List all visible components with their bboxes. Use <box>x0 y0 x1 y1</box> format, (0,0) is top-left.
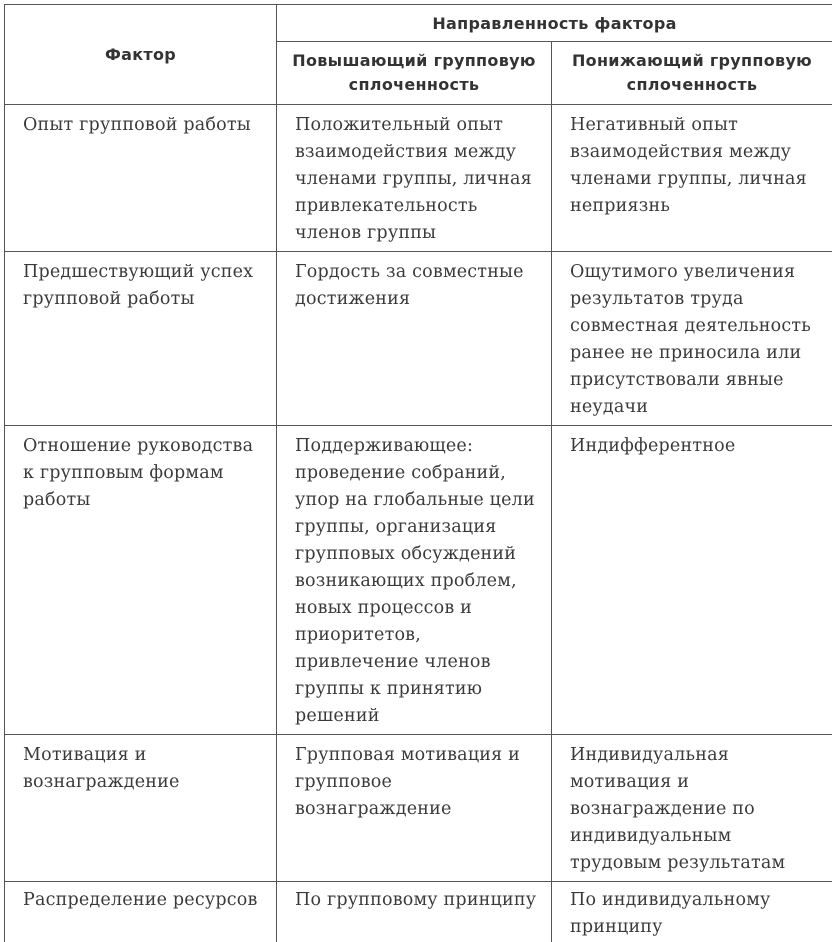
factor-cell: Опыт групповой работы <box>5 105 277 252</box>
header-direction: Направленность фактора <box>277 5 833 42</box>
decreasing-cell: По индивидуальному принципу <box>552 882 833 942</box>
table-row <box>5 882 833 942</box>
table-row <box>5 105 833 252</box>
factor-cell: Распределение ресурсов <box>5 882 277 942</box>
factor-cell: Предшествующий успех групповой работы <box>5 252 277 426</box>
header-increasing: Повышающий групповую сплоченность <box>277 42 552 105</box>
increasing-cell: Гордость за совместные достижения <box>277 252 552 426</box>
increasing-cell: Групповая мотивация и групповое вознаграждение <box>277 735 552 882</box>
decreasing-cell: Ощутимого увеличения результатов труда совместная деятельность ранее не приносила или присутствовали явные неудачи <box>552 252 833 426</box>
table-row <box>5 252 833 426</box>
increasing-cell: Положительный опыт взаимодействия между членами группы, личная привлекательность членов группы <box>277 105 552 252</box>
increasing-cell: По групповому принципу <box>277 882 552 942</box>
cohesion-factors-table <box>4 4 832 942</box>
header-factor: Фактор <box>5 5 277 105</box>
cohesion-factors-table-wrapper <box>4 4 832 942</box>
table-row <box>5 426 833 735</box>
table-body <box>5 105 833 942</box>
decreasing-cell: Негативный опыт взаимодействия между членами группы, личная неприязнь <box>552 105 833 252</box>
decreasing-cell: Индифферентное <box>552 426 833 735</box>
table-header <box>5 5 833 105</box>
decreasing-cell: Индивидуальная мотивация и вознаграждение по индивидуальным трудовым результатам <box>552 735 833 882</box>
increasing-cell: Поддерживающее: проведение собраний, упор на глобальные цели группы, организация групповых обсуждений возникающих проблем, новых процессов и приоритетов, привлечение членов группы к принятию решений <box>277 426 552 735</box>
header-decreasing: Понижающий групповую сплоченность <box>552 42 833 105</box>
table-row <box>5 735 833 882</box>
factor-cell: Отношение руководства к групповым формам работы <box>5 426 277 735</box>
factor-cell: Мотивация и вознаграждение <box>5 735 277 882</box>
